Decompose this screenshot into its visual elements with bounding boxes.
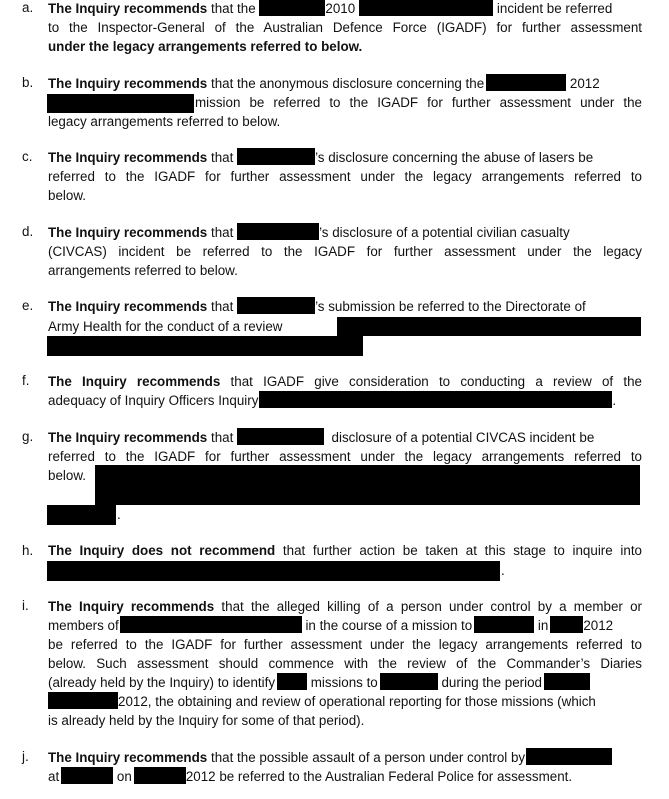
line bbox=[48, 297, 586, 316]
bold-phrase: The Inquiry recommends bbox=[48, 225, 208, 240]
line: referred to the IGADF for further assessment under the legacy arrangements referred to bbox=[48, 169, 642, 184]
text: that bbox=[210, 150, 234, 165]
text: Army Health for the conduct of a review bbox=[48, 319, 283, 334]
text: 2012 be referred to the Australian Federal Police for assessment. bbox=[185, 769, 573, 784]
redaction bbox=[47, 94, 194, 113]
item-label: h. bbox=[22, 543, 34, 558]
text: that the alleged killing of a person under control by a member or bbox=[221, 599, 642, 614]
redaction bbox=[47, 561, 500, 581]
line: arrangements referred to below. bbox=[48, 263, 238, 278]
text: that the anonymous disclosure concerning the bbox=[210, 76, 485, 91]
line bbox=[48, 597, 642, 616]
item-label: i. bbox=[22, 598, 29, 613]
text: 2010 bbox=[325, 1, 356, 16]
text: adequacy of Inquiry Officers Inquiry bbox=[48, 393, 259, 408]
redaction bbox=[47, 336, 363, 356]
line: below. bbox=[48, 468, 86, 483]
line bbox=[48, 148, 593, 167]
bold-phrase: The Inquiry recommends bbox=[48, 1, 208, 16]
redaction bbox=[237, 148, 315, 165]
line bbox=[48, 673, 590, 692]
bold-phrase: The Inquiry recommends bbox=[48, 599, 215, 614]
line: mission be referred to the IGADF for further assessment under the bbox=[195, 95, 642, 110]
text: 2012 bbox=[583, 618, 614, 633]
line: . bbox=[501, 563, 505, 578]
text: 2012, the obtaining and review of operational reporting for those missions (which bbox=[118, 694, 596, 709]
text: legacy arrangements referred to below. bbox=[48, 114, 281, 129]
line: below. Such assessment should commence with the review of the Commander’s Diaries bbox=[48, 656, 642, 671]
line bbox=[48, 428, 594, 447]
text: that bbox=[210, 299, 234, 314]
text: in the course of a mission to bbox=[305, 618, 473, 633]
text: ’s submission be referred to the Directorate of bbox=[315, 299, 586, 314]
text: in bbox=[537, 618, 549, 633]
redaction bbox=[277, 673, 307, 690]
redaction bbox=[259, 391, 612, 408]
redaction bbox=[486, 74, 566, 91]
text: that the possible assault of a person under control by bbox=[210, 750, 526, 765]
item-label: c. bbox=[22, 149, 33, 164]
text: on bbox=[116, 769, 132, 784]
line: to the Inspector-General of the Australian Defence Force (IGADF) for further assessment bbox=[48, 20, 642, 35]
line bbox=[48, 372, 642, 391]
text: members of bbox=[48, 618, 119, 633]
redaction bbox=[544, 673, 590, 690]
redaction bbox=[359, 0, 493, 16]
line: under the legacy arrangements referred to below. bbox=[48, 39, 363, 54]
redaction bbox=[237, 428, 324, 445]
bold-phrase: The Inquiry recommends bbox=[48, 150, 208, 165]
line bbox=[48, 748, 612, 767]
line bbox=[48, 391, 616, 410]
line bbox=[48, 692, 596, 711]
bold-phrase: The Inquiry does not recommend bbox=[48, 543, 276, 558]
text: ’s disclosure of a potential civilian casualty bbox=[319, 225, 570, 240]
redaction bbox=[380, 673, 438, 690]
line bbox=[48, 112, 280, 131]
text: that the bbox=[210, 1, 256, 16]
line bbox=[48, 541, 642, 560]
bold-phrase: The Inquiry recommends bbox=[48, 76, 208, 91]
text: disclosure of a potential CIVCAS incident be bbox=[331, 430, 595, 445]
text: that further action be taken at this stage to inquire into bbox=[282, 543, 642, 558]
line: be referred to the IGADF for further assessment under the legacy arrangements referred to bbox=[48, 637, 642, 652]
redaction bbox=[259, 0, 325, 16]
text: ’s disclosure concerning the abuse of lasers be bbox=[315, 150, 594, 165]
line: (CIVCAS) incident be referred to the IGADF for further assessment under the legacy bbox=[48, 244, 642, 259]
text: incident be referred bbox=[496, 1, 613, 16]
redaction bbox=[337, 317, 641, 336]
item-label: f. bbox=[22, 373, 30, 388]
text: 2012 bbox=[569, 76, 600, 91]
text: missions to bbox=[310, 675, 378, 690]
line bbox=[48, 223, 570, 242]
item-label: d. bbox=[22, 224, 34, 239]
text: that IGADF give consideration to conducting a review of the bbox=[230, 374, 642, 389]
line: is already held by the Inquiry for some of that period). bbox=[48, 713, 365, 728]
line bbox=[48, 74, 600, 93]
redaction bbox=[237, 223, 319, 240]
line bbox=[48, 317, 282, 336]
text: during the period bbox=[441, 675, 542, 690]
line: referred to the IGADF for further assessment under the legacy arrangements referred to bbox=[48, 449, 642, 464]
redaction bbox=[47, 505, 116, 525]
redaction bbox=[120, 616, 302, 633]
line: below. bbox=[48, 188, 86, 203]
redaction bbox=[134, 767, 186, 784]
text: (already held by the Inquiry) to identify bbox=[48, 675, 276, 690]
text: . bbox=[612, 393, 617, 408]
line bbox=[48, 0, 612, 18]
redaction bbox=[61, 767, 113, 784]
redaction bbox=[550, 616, 583, 633]
line bbox=[48, 767, 572, 786]
item-label: j. bbox=[22, 749, 29, 764]
redaction bbox=[95, 465, 640, 505]
line: . bbox=[117, 507, 121, 522]
item-label: a. bbox=[22, 0, 34, 15]
item-label: e. bbox=[22, 298, 34, 313]
item-label: b. bbox=[22, 75, 34, 90]
redaction bbox=[526, 748, 612, 765]
bold-phrase: The Inquiry recommends bbox=[48, 430, 208, 445]
redaction bbox=[48, 692, 118, 709]
item-label: g. bbox=[22, 429, 34, 444]
redaction bbox=[237, 297, 315, 314]
text: that bbox=[210, 430, 234, 445]
line bbox=[48, 616, 613, 635]
text: that bbox=[210, 225, 234, 240]
redaction bbox=[474, 616, 534, 633]
bold-phrase: The Inquiry recommends bbox=[48, 750, 208, 765]
bold-phrase: The Inquiry recommends bbox=[48, 299, 208, 314]
text: at bbox=[48, 769, 60, 784]
bold-phrase: The Inquiry recommends bbox=[48, 374, 221, 389]
